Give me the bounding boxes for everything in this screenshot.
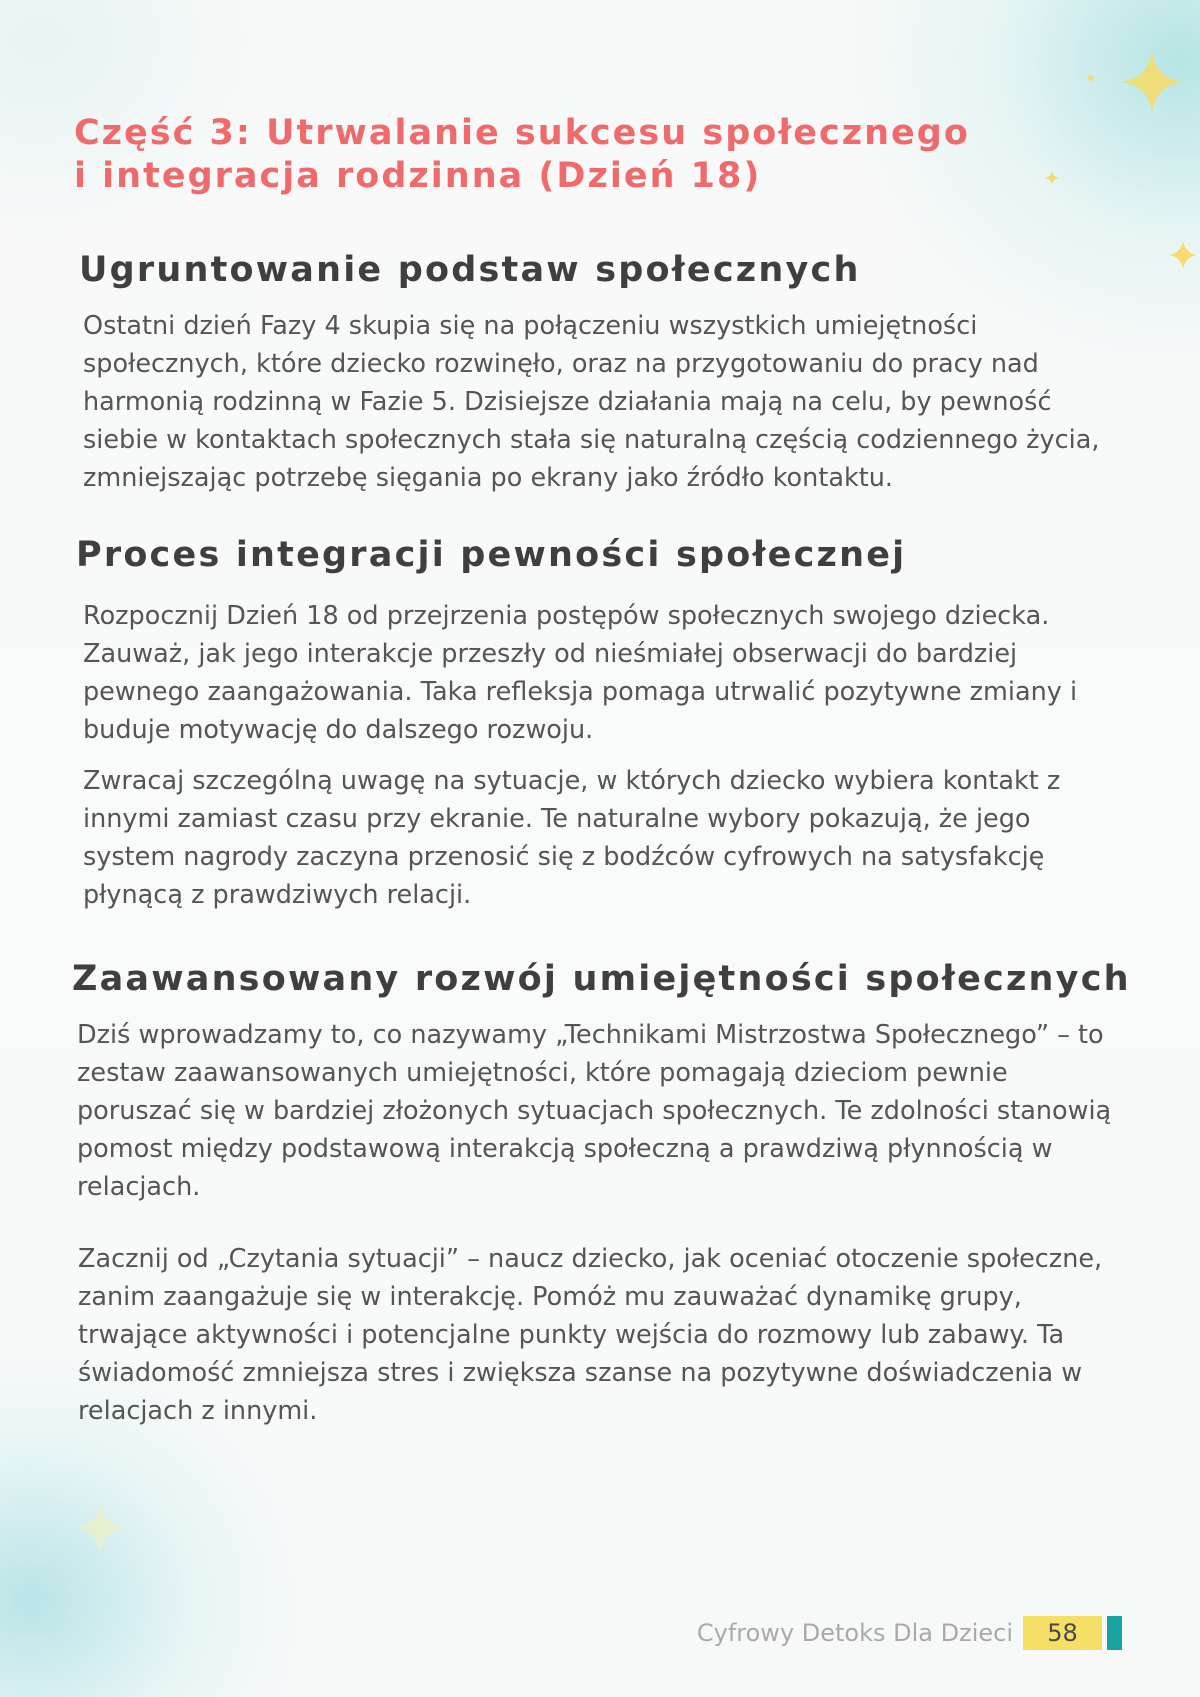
- sparkle-icon: [1086, 73, 1096, 83]
- section-paragraph: Zacznij od „Czytania sytuacji” – naucz dziecko, jak oceniać otoczenie społeczne, zanim zaangażuje się w interakcję. Pomóż mu zauważać dynamikę grupy, trwające aktywności i potencjalne punkty wejścia do rozmowy lub zabawy. Ta świadomość zmniejsza stres i zwiększa szanse na pozytywne doświadczenia w relacjach z innymi.: [78, 1244, 1103, 1426]
- section-heading: Proces integracji pewności społecznej: [76, 535, 907, 575]
- section-heading: Zaawansowany rozwój umiejętności społecznych: [72, 959, 1131, 999]
- section-paragraph: Rozpocznij Dzień 18 od przejrzenia postępów społecznych swojego dziecka. Zauważ, jak jego interakcje przeszły od nieśmiałej obserwacji do bardziej pewnego zaangażowania. Taka refleksja pomaga utrwalić pozytywne zmiany i buduje motywację do dalszego rozwoju.: [83, 601, 1078, 745]
- section-heading: Ugruntowanie podstaw społecznych: [79, 250, 861, 290]
- sparkle-icon: [72, 1500, 128, 1556]
- sparkle-icon: [1044, 170, 1060, 186]
- footer-accent-bar: [1107, 1616, 1122, 1650]
- sparkle-icon: [1118, 48, 1186, 116]
- section-paragraph: Ostatni dzień Fazy 4 skupia się na połączeniu wszystkich umiejętności społecznych, które dziecko rozwinęło, oraz na przygotowaniu do pracy nad harmonią rodzinną w Fazie 5. Dzisiejsze działania mają na celu, by pewność siebie w kontaktach społecznych stała się naturalną częścią codziennego życia, zmniejszając potrzebę sięgania po ekrany jako źródło kontaktu.: [83, 311, 1100, 493]
- sparkle-icon: [1168, 240, 1198, 270]
- footer-book-title: Cyfrowy Detoks Dla Dzieci: [696, 1619, 1013, 1647]
- part-title: Część 3: Utrwalanie sukcesu społecznego i integracja rodzinna (Dzień 18): [74, 113, 970, 196]
- section-paragraph: Dziś wprowadzamy to, co nazywamy „Technikami Mistrzostwa Społecznego” – to zestaw zaawansowanych umiejętności, które pomagają dzieciom pewnie poruszać się w bardziej złożonych sytuacjach społecznych. Te zdolności stanowią pomost między podstawową interakcją społeczną a prawdziwą płynnością w relacjach.: [77, 1020, 1112, 1202]
- section-paragraph: Zwracaj szczególną uwagę na sytuacje, w których dziecko wybiera kontakt z innymi zamiast czasu przy ekranie. Te naturalne wybory pokazują, że jego system nagrody zaczyna przenosić się z bodźców cyfrowych na satysfakcję płynącą z prawdziwych relacji.: [83, 766, 1061, 910]
- page-number: 58: [1023, 1616, 1102, 1650]
